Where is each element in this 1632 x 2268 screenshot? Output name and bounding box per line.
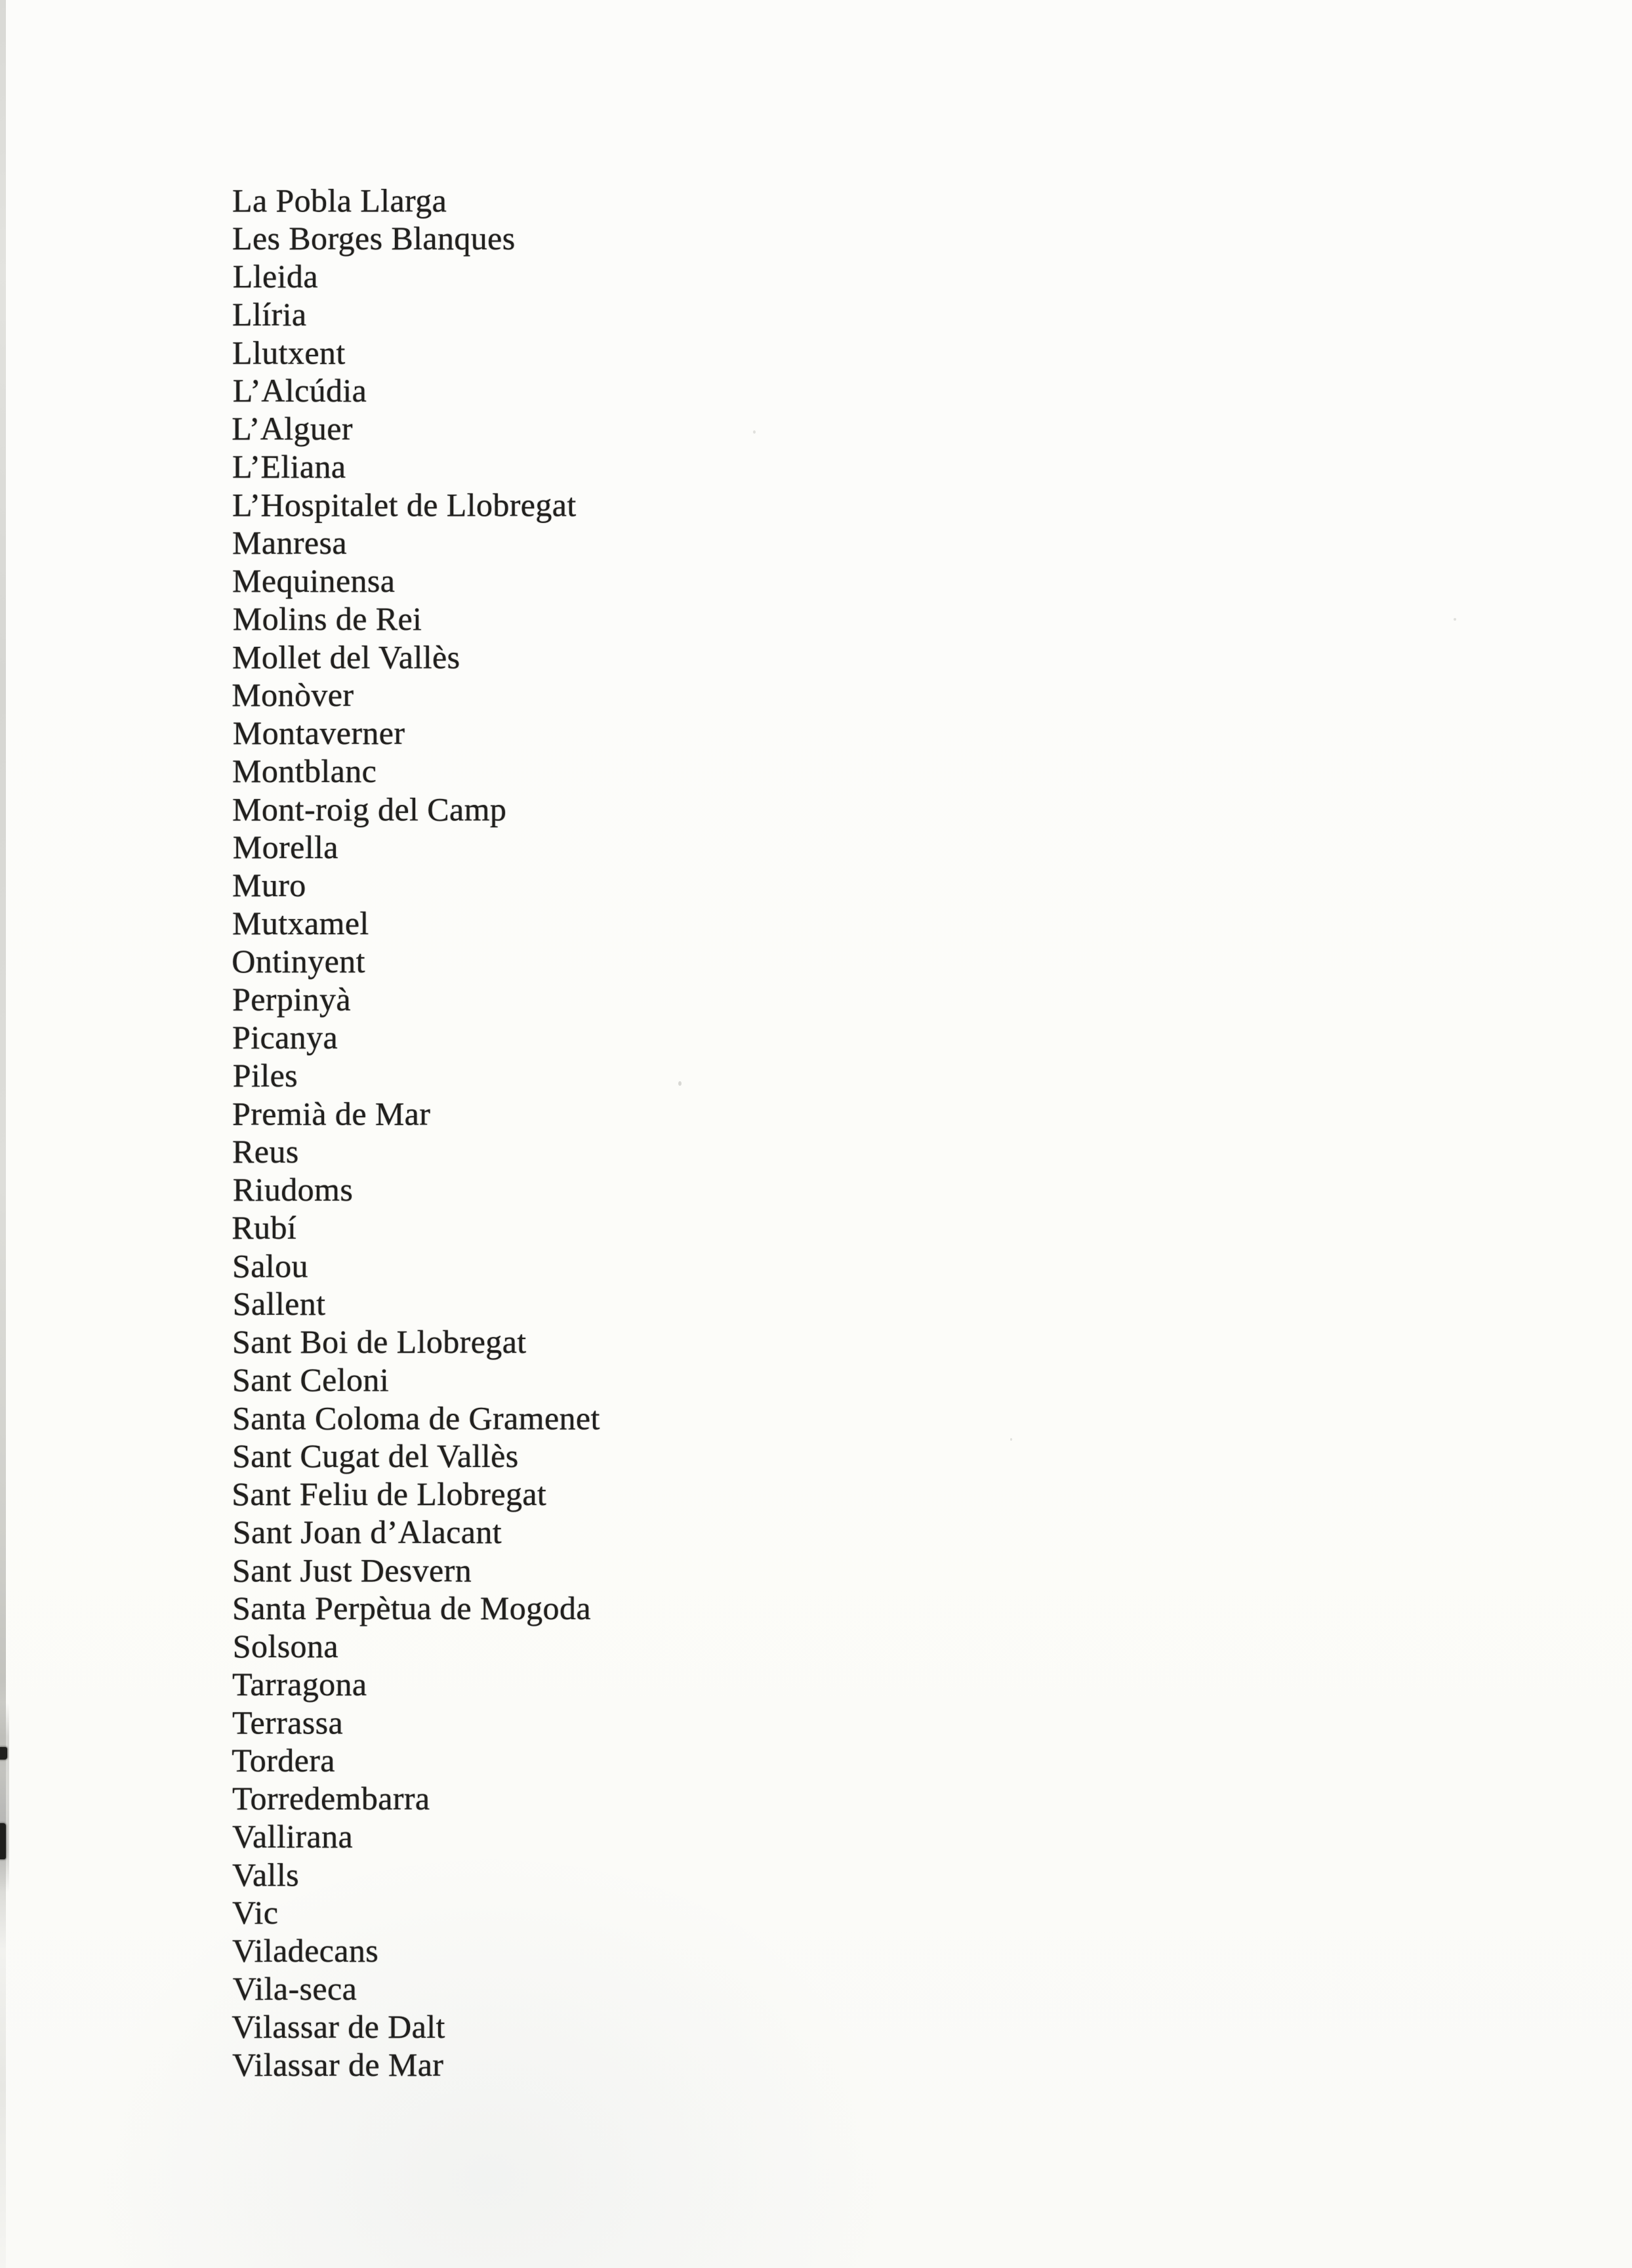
list-item: Rubí (232, 1209, 297, 1246)
list-item: Viladecans (232, 1932, 379, 1969)
scan-mark-artifact (0, 1747, 7, 1760)
list-item: Ontinyent (232, 943, 365, 979)
list-item: Santa Perpètua de Mogoda (232, 1590, 591, 1626)
list-item: Mutxamel (232, 905, 369, 941)
list-item: Vilassar de Mar (232, 2046, 444, 2083)
list-item: Piles (232, 1057, 298, 1094)
list-item: Vallirana (232, 1818, 354, 1855)
list-item: Montaverner (232, 714, 405, 751)
list-item: Vilassar de Dalt (232, 2008, 445, 2045)
list-item: Sant Feliu de Llobregat (232, 1475, 547, 1512)
city-list (232, 181, 1347, 2084)
list-item: Sant Joan d’Alacant (232, 1514, 502, 1550)
list-item: Sant Boi de Llobregat (232, 1323, 527, 1360)
list-item: Lleida (232, 258, 318, 295)
list-item: Vila-seca (232, 1970, 357, 2007)
list-item: Picanya (232, 1019, 338, 1056)
list-item: Vic (232, 1894, 279, 1931)
list-item: Molins de Rei (232, 600, 422, 637)
list-item: Salou (232, 1247, 308, 1285)
list-item: Santa Coloma de Gramenet (232, 1399, 600, 1437)
list-item: La Pobla Llarga (232, 182, 447, 219)
list-item: Monòver (232, 676, 354, 713)
list-item: L’Alguer (232, 410, 353, 447)
list-item: Mont-roig del Camp (232, 791, 507, 828)
list-item: Torredembarra (232, 1780, 430, 1817)
list-item: Muro (232, 867, 306, 903)
list-item: Sant Just Desvern (232, 1552, 472, 1589)
list-item: Tarragona (232, 1666, 367, 1702)
list-item: Tordera (232, 1742, 335, 1779)
list-item: Solsona (232, 1628, 338, 1664)
list-item: Riudoms (232, 1171, 354, 1208)
list-item: Mequinensa (232, 562, 396, 599)
list-item: Sallent (232, 1285, 326, 1322)
scan-speck (1454, 618, 1456, 621)
list-item: L’Alcúdia (232, 372, 367, 409)
list-item: Montblanc (232, 753, 377, 789)
list-item: Les Borges Blanques (232, 220, 516, 257)
list-item: Mollet del Vallès (232, 638, 460, 676)
list-item: Terrassa (232, 1704, 344, 1741)
list-item: Sant Cugat del Vallès (232, 1437, 519, 1474)
scan-mark-artifact (0, 1823, 6, 1859)
list-item: Reus (232, 1133, 299, 1170)
list-item: Morella (232, 829, 338, 865)
list-item: Premià de Mar (232, 1095, 431, 1132)
list-item: Llutxent (232, 334, 346, 371)
list-item: Llíria (232, 296, 307, 333)
scan-smudge-artifact (0, 1702, 9, 1893)
list-item: Valls (232, 1856, 299, 1893)
list-item: Perpinyà (232, 981, 351, 1018)
list-item: L’Hospitalet de Llobregat (232, 486, 577, 524)
list-item: L’Eliana (232, 448, 346, 485)
scan-edge-artifact (0, 0, 6, 2268)
list-item: Manresa (232, 524, 347, 561)
list-item: Sant Celoni (232, 1361, 390, 1398)
